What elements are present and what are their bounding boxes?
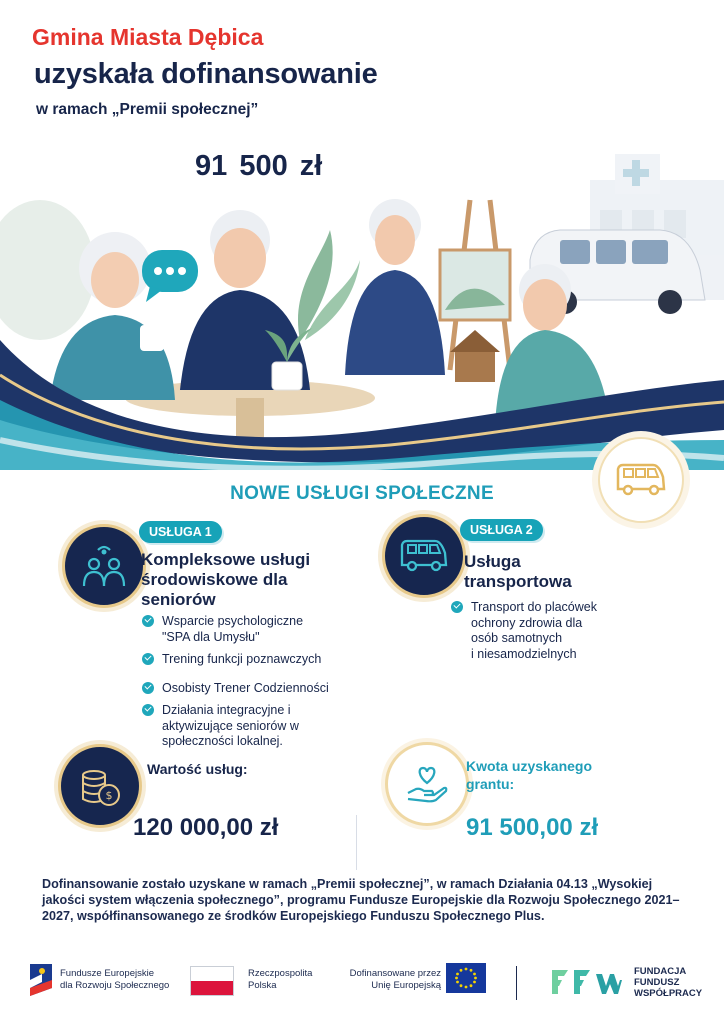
service-1-title	[141, 550, 310, 610]
bullet-line: i niesamodzielnych	[471, 646, 577, 661]
bullet-line: Działania integracyjne i	[162, 703, 291, 717]
logo-text-line: Unię Europejską	[371, 980, 441, 991]
service-2-icon-circle	[382, 514, 466, 598]
check-icon	[142, 704, 154, 716]
speech-bubble-icon	[142, 250, 198, 302]
list-item	[142, 703, 372, 750]
grant-label	[466, 757, 592, 793]
list-item	[451, 600, 651, 662]
bullet-line: aktywizujące seniorów w	[162, 718, 299, 733]
service-2-title-line: transportowa	[464, 572, 572, 591]
rp-logo-text	[248, 968, 312, 992]
eu-stars-icon	[446, 963, 486, 993]
fe-logo-text	[60, 968, 169, 992]
check-icon	[142, 682, 154, 694]
funding-amount: 91 500 zł	[195, 150, 323, 182]
grant-label-line: grantu:	[466, 776, 515, 792]
van-badge	[598, 437, 684, 523]
logo-separator	[516, 966, 517, 1000]
grant-label-line: Kwota uzyskanego	[466, 758, 593, 774]
service-2-title-line: Usługa	[464, 552, 521, 571]
service-1-title-line: środowiskowe dla	[141, 570, 288, 589]
ffw-logo-text	[634, 966, 702, 999]
service-2-badge: USŁUGA 2	[460, 519, 543, 541]
logo-text-line: Dofinansowane przez	[349, 968, 441, 979]
service-1-title-line: Kompleksowe usługi	[141, 550, 311, 569]
bullet-line: Transport do placówek	[471, 600, 597, 614]
eu-flag	[446, 963, 486, 993]
coins-icon-circle	[58, 744, 142, 828]
logo-text-line: Rzeczpospolita	[248, 968, 313, 979]
service-1-badge: USŁUGA 1	[139, 521, 222, 543]
logo-text-line: FUNDACJA	[634, 966, 687, 977]
subheadline: w ramach „Premii społecznej”	[36, 101, 259, 118]
eu-logo-text	[333, 968, 441, 992]
bullet-line: "SPA dla Umysłu"	[162, 629, 260, 644]
bullet-line: społeczności lokalnej.	[162, 734, 283, 748]
flag-white	[191, 967, 233, 981]
service-2-title	[464, 552, 572, 592]
logo-text-line: FUNDUSZ	[634, 977, 680, 988]
flag-red	[191, 981, 233, 995]
service-2-bullets	[451, 600, 651, 669]
van-icon	[399, 539, 449, 573]
logo-text-line: dla Rozwoju Społecznego	[60, 980, 170, 991]
check-icon	[451, 601, 463, 613]
section-title: NOWE USŁUGI SPOŁECZNE	[230, 483, 494, 504]
services-value-label: Wartość usług:	[147, 761, 248, 777]
service-1-icon-circle	[62, 524, 146, 608]
service-1-bullets	[142, 614, 372, 757]
ffw-logo-icon	[550, 966, 622, 998]
service-1-title-line: seniorów	[141, 590, 216, 609]
heart-hand-icon	[404, 761, 450, 807]
bullet-line: ochrony zdrowia dla	[471, 615, 583, 630]
check-icon	[142, 615, 154, 627]
logo-text-line: Fundusze Europejskie	[60, 968, 154, 979]
people-support-icon	[78, 540, 130, 592]
seniors-illustration	[0, 140, 724, 470]
grant-icon-circle	[385, 742, 469, 826]
headline: uzyskała dofinansowanie	[34, 58, 378, 90]
list-item	[142, 652, 372, 668]
list-item	[142, 681, 372, 697]
logo-text-line: WSPÓŁPRACY	[634, 988, 703, 999]
check-icon	[142, 653, 154, 665]
coins-icon	[77, 763, 123, 809]
divider	[356, 815, 357, 870]
fe-logo	[28, 960, 56, 1000]
bullet-line: Trening funkcji poznawczych	[162, 652, 322, 666]
logo-text-line: Polska	[248, 980, 277, 991]
ffw-logo	[550, 966, 622, 998]
bullet-line: osób samotnych	[471, 631, 563, 645]
polish-flag	[190, 966, 234, 996]
grant-amount: 91 500,00 zł	[466, 814, 599, 841]
bullet-line: Wsparcie psychologiczne	[162, 614, 304, 628]
fe-flag-icon	[28, 960, 56, 1000]
svg-text:$: $	[105, 789, 113, 802]
bullet-line: Osobisty Trener Codzienności	[162, 680, 329, 695]
municipality-name: Gmina Miasta Dębica	[32, 24, 264, 50]
services-value-amount: 120 000,00 zł	[133, 814, 279, 841]
list-item	[142, 614, 372, 645]
funding-footnote: Dofinansowanie zostało uzyskane w ramach „Premii społecznej”, w ramach Działania 04.13 „Wysokiej jakości system włączenia społecznego”, programu Fundusze Europejskie dla Rozwoju Społecznego 2021–2027, współfinansowanego ze środków Europejskiego Funduszu Społecznego Plus.	[42, 877, 680, 923]
